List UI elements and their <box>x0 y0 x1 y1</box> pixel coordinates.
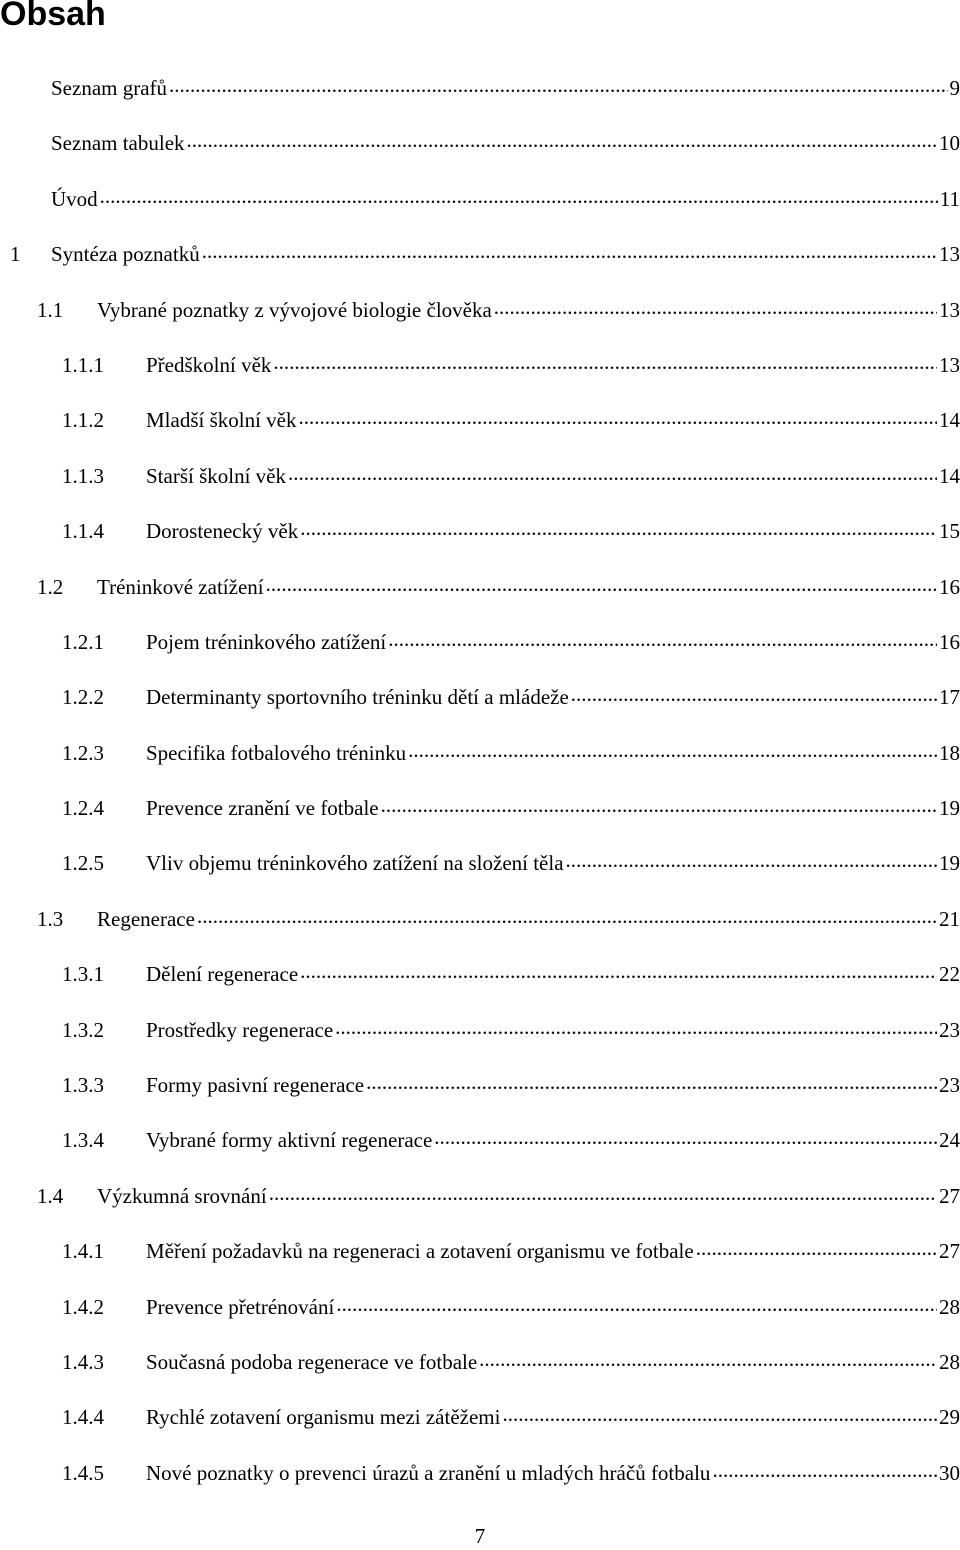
toc-entry-page: 29 <box>939 1405 960 1430</box>
toc-entry-title: Současná podoba regenerace ve fotbale <box>146 1349 478 1374</box>
dot-leader <box>269 1183 937 1203</box>
toc-entry[interactable] <box>0 393 960 448</box>
toc-entry-number: 1.2 <box>37 574 64 599</box>
toc-entry-line <box>62 836 960 891</box>
toc-entry-title: Mladší školní věk <box>146 408 297 433</box>
dot-leader <box>335 1017 937 1037</box>
toc-entry-number: 1.3.1 <box>62 962 104 987</box>
dot-leader <box>502 1404 937 1424</box>
toc-entry-title: Dělení regenerace <box>146 962 299 987</box>
toc-entry-line <box>62 1335 960 1390</box>
dot-leader <box>273 352 937 372</box>
toc-entry[interactable] <box>0 116 960 171</box>
toc-entry-number: 1.2.2 <box>62 685 104 710</box>
toc-entry-line <box>10 227 960 282</box>
dot-leader <box>434 1127 937 1147</box>
toc-entry-line <box>62 1446 960 1501</box>
toc-entry-line <box>62 338 960 393</box>
dot-leader <box>300 961 937 981</box>
toc-entry-page: 10 <box>939 131 960 156</box>
toc-entry-number: 1.1.3 <box>62 463 104 488</box>
toc-entry[interactable] <box>0 227 960 282</box>
toc-entry[interactable] <box>0 560 960 615</box>
toc-entry-title: Předškolní věk <box>146 352 272 377</box>
dot-leader <box>571 684 937 704</box>
toc-entry-page: 21 <box>939 906 960 931</box>
toc-entry[interactable] <box>0 670 960 725</box>
dot-leader <box>336 1294 937 1314</box>
toc-entry-page: 24 <box>939 1128 960 1153</box>
toc-entry[interactable] <box>0 836 960 891</box>
toc-entry-title: Úvod <box>51 186 98 211</box>
toc-entry-page: 17 <box>939 685 960 710</box>
toc-entry[interactable] <box>0 947 960 1002</box>
toc-entry[interactable] <box>0 1335 960 1390</box>
dot-leader <box>288 463 937 483</box>
toc-entry-page: 13 <box>939 352 960 377</box>
dot-leader <box>388 629 937 649</box>
toc-entry[interactable] <box>0 615 960 670</box>
toc-entry-number: 1.2.1 <box>62 629 104 654</box>
toc-entry[interactable] <box>0 504 960 559</box>
toc-entry-number: 1.1.2 <box>62 408 104 433</box>
toc-entry-page: 19 <box>939 851 960 876</box>
toc-entry-number: 1.3.4 <box>62 1128 104 1153</box>
toc-entry-page: 19 <box>939 796 960 821</box>
toc-entry-page: 28 <box>939 1294 960 1319</box>
dot-leader <box>696 1238 937 1258</box>
toc-entry-title: Nové poznatky o prevenci úrazů a zranění u mladých hráčů fotbalu <box>146 1460 711 1485</box>
toc-entry-page: 11 <box>939 186 960 211</box>
page-number: 7 <box>474 1524 486 1548</box>
toc-entry-title: Výzkumná srovnání <box>97 1183 267 1208</box>
toc-entry[interactable] <box>0 449 960 504</box>
toc-entry-number: 1.4 <box>37 1183 64 1208</box>
toc-entry-title: Prostředky regenerace <box>146 1017 334 1042</box>
toc-entry-title: Seznam grafů <box>51 76 168 100</box>
toc-entry[interactable] <box>0 1280 960 1335</box>
toc-entry-title: Determinanty sportovního tréninku dětí a mládeže <box>146 685 569 710</box>
toc-entry-number: 1.3 <box>37 906 64 931</box>
toc-entry-page: 23 <box>939 1073 960 1098</box>
toc-entry[interactable] <box>0 61 960 116</box>
toc-entry-title: Tréninkové zatížení <box>97 574 264 599</box>
toc-entry-line <box>62 449 960 504</box>
toc-entry-line <box>37 892 960 947</box>
toc-entry-title: Formy pasivní regenerace <box>146 1073 365 1098</box>
toc-entry-page: 14 <box>939 408 960 433</box>
toc-entry[interactable] <box>0 1169 960 1224</box>
toc-entry-line <box>37 560 960 615</box>
toc-entry-line <box>62 781 960 836</box>
toc-entry-number: 1.2.4 <box>62 796 104 821</box>
toc-entry-page: 14 <box>939 463 960 488</box>
toc-entry-page: 27 <box>939 1183 960 1208</box>
toc-entry-line <box>62 1003 960 1058</box>
toc-entry[interactable] <box>0 338 960 393</box>
page-title: Obsah <box>0 0 106 33</box>
toc-entry-number: 1.2.3 <box>62 740 104 765</box>
toc-entry-title: Specifika fotbalového tréninku <box>146 740 407 765</box>
toc-entry-page: 30 <box>939 1460 960 1485</box>
toc-entry-number: 1.3.3 <box>62 1073 104 1098</box>
dot-leader <box>299 407 938 427</box>
toc-entry-title: Pojem tréninkového zatížení <box>146 629 387 654</box>
dot-leader <box>100 186 938 206</box>
toc-entry-page: 15 <box>939 519 960 544</box>
toc-entry-number: 1.4.3 <box>62 1349 104 1374</box>
dot-leader <box>566 850 937 870</box>
toc-entry-number: 1.4.4 <box>62 1405 104 1430</box>
dot-leader <box>197 906 937 926</box>
dot-leader <box>479 1349 937 1369</box>
toc-entry-number: 1.1.1 <box>62 352 104 377</box>
dot-leader <box>366 1072 937 1092</box>
toc-entry-title: Dorostenecký věk <box>146 519 299 544</box>
toc-entry-line <box>62 1224 960 1279</box>
dot-leader <box>381 795 937 815</box>
toc-entry-number: 1.3.2 <box>62 1017 104 1042</box>
toc-entry[interactable] <box>0 726 960 781</box>
toc-entry-line <box>10 61 960 116</box>
toc-entry[interactable] <box>0 283 960 338</box>
toc-entry[interactable] <box>0 1113 960 1168</box>
toc-entry-number: 1.2.5 <box>62 851 104 876</box>
toc-entry-number: 1.1 <box>37 297 64 322</box>
toc-entry[interactable] <box>0 1390 960 1445</box>
toc-entry-line <box>62 1280 960 1335</box>
toc-entry-title: Rychlé zotavení organismu mezi zátěžemi <box>146 1405 501 1430</box>
toc-entry-title: Vliv objemu tréninkového zatížení na složení těla <box>146 851 564 876</box>
toc-entry-title: Regenerace <box>97 906 195 931</box>
toc-entry[interactable] <box>0 781 960 836</box>
toc-entry-page: 16 <box>939 629 960 654</box>
toc-entry[interactable] <box>0 1446 960 1501</box>
toc-entry-line <box>62 670 960 725</box>
toc-entry-number: 1.1.4 <box>62 519 104 544</box>
toc-entry-line <box>62 1058 960 1113</box>
toc-entry-line <box>62 1113 960 1168</box>
toc-entry[interactable] <box>0 892 960 947</box>
toc-entry-line <box>62 504 960 559</box>
toc-entry-title: Seznam tabulek <box>51 131 185 156</box>
toc-entry-line <box>10 172 960 227</box>
toc-entry-title: Měření požadavků na regeneraci a zotavení organismu ve fotbale <box>146 1239 694 1264</box>
toc-entry-line <box>62 1390 960 1445</box>
toc-entry-page: 13 <box>939 242 960 267</box>
dot-leader <box>266 574 937 594</box>
toc-entry-line <box>62 726 960 781</box>
toc-entry-number: 1.4.2 <box>62 1294 104 1319</box>
toc-entry-page: 16 <box>939 574 960 599</box>
toc-entry-line <box>62 393 960 448</box>
toc-entry-line <box>10 116 960 171</box>
toc-entry-line <box>62 615 960 670</box>
toc-entry[interactable] <box>0 172 960 227</box>
toc-entry-title: Syntéza poznatků <box>51 242 200 267</box>
toc-entry-number: 1 <box>10 242 21 267</box>
toc-entry-title: Prevence přetrénování <box>146 1294 335 1319</box>
toc-entry-title: Prevence zranění ve fotbale <box>146 796 379 821</box>
toc-entry-page: 22 <box>939 962 960 987</box>
dot-leader <box>202 241 937 261</box>
toc-entry-page: 13 <box>939 297 960 322</box>
toc-entry[interactable] <box>0 1003 960 1058</box>
toc-entry-line <box>37 1169 960 1224</box>
toc-entry-title: Vybrané poznatky z vývojové biologie člověka <box>97 297 492 322</box>
toc-entry-page: 27 <box>939 1239 960 1264</box>
toc-entry-number: 1.4.1 <box>62 1239 104 1264</box>
toc-entry[interactable] <box>0 1224 960 1279</box>
toc-entry-line <box>62 947 960 1002</box>
toc-entry[interactable] <box>0 1058 960 1113</box>
dot-leader <box>300 518 937 538</box>
toc-entry-page: 9 <box>949 76 960 100</box>
toc-entry-page: 18 <box>939 740 960 765</box>
toc-entry-page: 28 <box>939 1349 960 1374</box>
dot-leader <box>408 740 937 760</box>
dot-leader <box>712 1460 937 1480</box>
toc-entry-line <box>37 283 960 338</box>
dot-leader <box>187 130 937 150</box>
toc-entry-title: Starší školní věk <box>146 463 286 488</box>
dot-leader <box>494 297 937 317</box>
toc-entry-number: 1.4.5 <box>62 1460 104 1485</box>
table-of-contents <box>0 61 960 1501</box>
toc-entry-title: Vybrané formy aktivní regenerace <box>146 1128 433 1153</box>
dot-leader <box>169 75 947 95</box>
toc-entry-page: 23 <box>939 1017 960 1042</box>
